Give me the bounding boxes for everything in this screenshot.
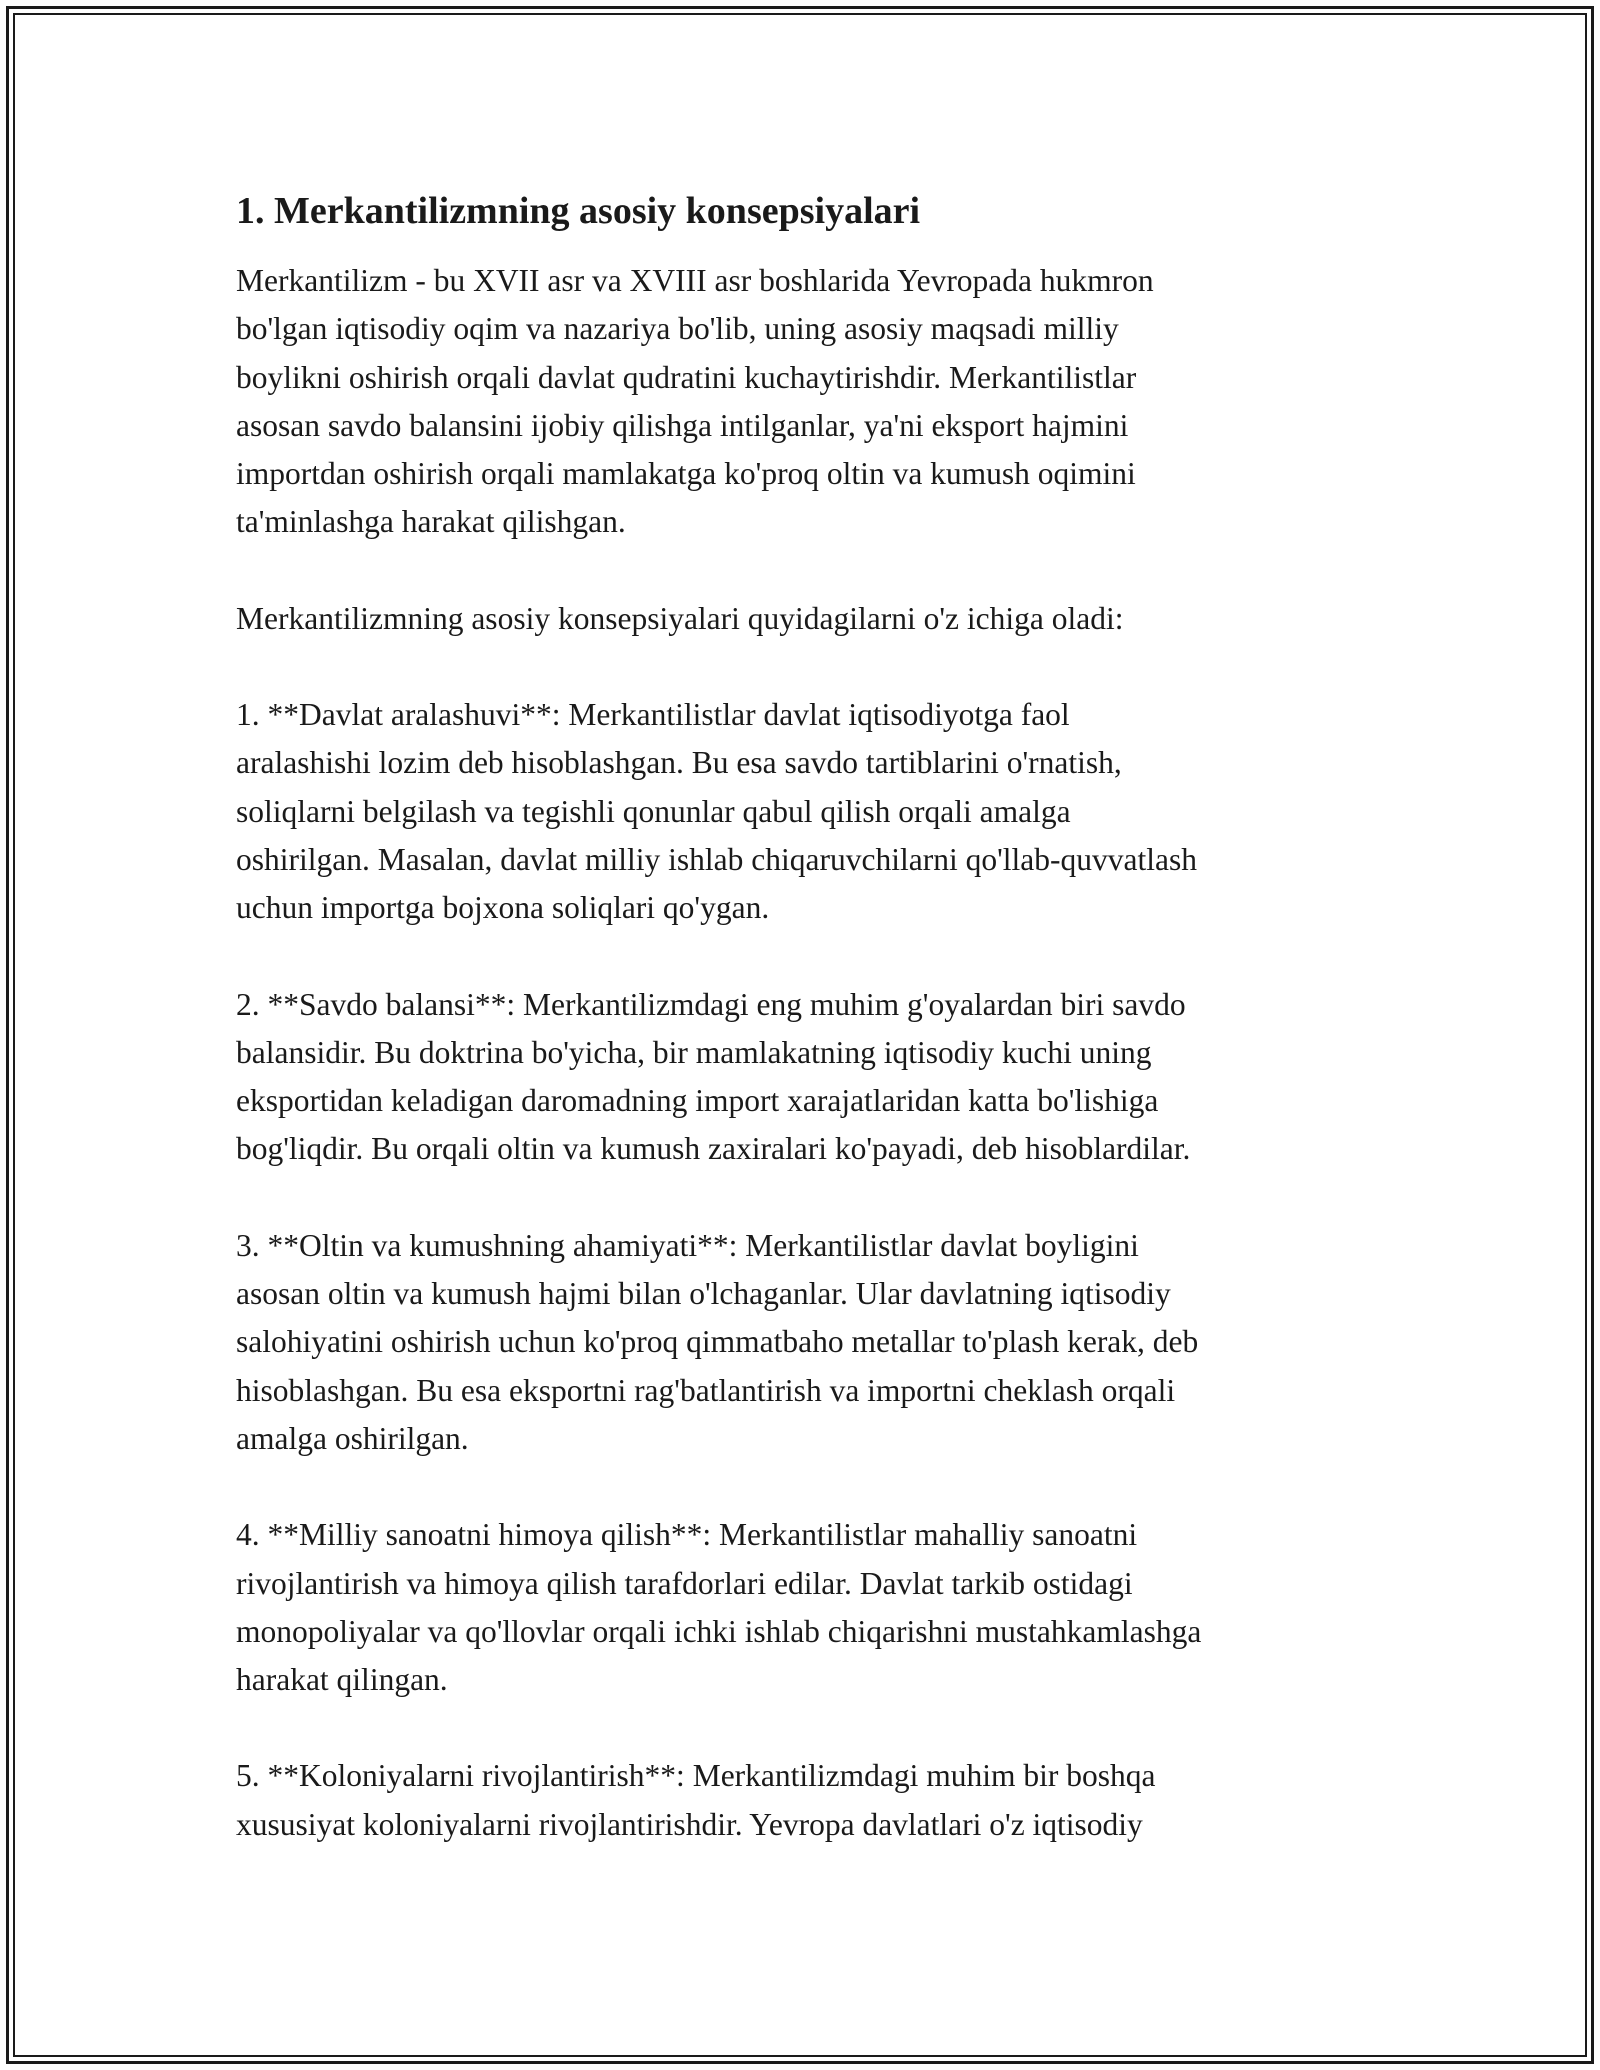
text-line: 1. **Davlat aralashuvi**: Merkantilistlar davlat iqtisodiyotga faol [236, 697, 1070, 733]
text-line: salohiyatini oshirish uchun ko'proq qimmatbaho metallar to'plash kerak, deb [236, 1324, 1199, 1360]
text-line: oshirilgan. Masalan, davlat milliy ishlab chiqaruvchilarni qo'llab-quvvatlash [236, 841, 1197, 877]
paragraph-intro [236, 257, 1376, 547]
document-body [236, 187, 1376, 1849]
text-line: monopoliyalar va qo'llovlar orqali ichki ishlab chiqarishni mustahkamlashga [236, 1613, 1202, 1649]
list-item-5 [236, 1752, 1376, 1849]
text-line: rivojlantirish va himoya qilish tarafdorlari edilar. Davlat tarkib ostidagi [236, 1565, 1133, 1601]
text-line: asosan oltin va kumush hajmi bilan o'lchaganlar. Ular davlatning iqtisodiy [236, 1276, 1171, 1312]
text-line: hisoblashgan. Bu esa eksportni rag'batlantirish va importni cheklash orqali [236, 1372, 1176, 1408]
paragraph-list-intro [236, 595, 1376, 643]
list-item-3 [236, 1222, 1376, 1463]
text-line: aralashishi lozim deb hisoblashgan. Bu esa savdo tartiblarini o'rnatish, [236, 745, 1122, 781]
text-line: asosan savdo balansini ijobiy qilishga intilganlar, ya'ni eksport hajmini [236, 407, 1129, 443]
text-line: importdan oshirish orqali mamlakatga ko'proq oltin va kumush oqimini [236, 456, 1136, 492]
text-line: uchun importga bojxona soliqlari qo'ygan. [236, 890, 770, 926]
text-line: Merkantilizm - bu XVII asr va XVIII asr boshlarida Yevropada hukmron [236, 263, 1154, 298]
text-line: balansidir. Bu doktrina bo'yicha, bir mamlakatning iqtisodiy kuchi uning [236, 1034, 1152, 1070]
text-line: xususiyat koloniyalarni rivojlantirishdir. Yevropa davlatlari o'z iqtisodiy [236, 1806, 1143, 1842]
section-heading: 1. Merkantilizmning asosiy konsepsiyalari [236, 190, 921, 232]
text-line: boylikni oshirish orqali davlat qudratini kuchaytirishdir. Merkantilistlar [236, 359, 1137, 395]
list-item-1 [236, 691, 1376, 932]
text-line: Merkantilizmning asosiy konsepsiyalari quyidagilarni o'z ichiga oladi: [236, 600, 1124, 636]
text-line: eksportidan keladigan daromadning import xarajatlaridan katta bo'lishiga [236, 1083, 1159, 1119]
text-line: 2. **Savdo balansi**: Merkantilizmdagi eng muhim g'oyalardan biri savdo [236, 986, 1186, 1022]
text-line: 3. **Oltin va kumushning ahamiyati**: Merkantilistlar davlat boyligini [236, 1227, 1139, 1263]
text-line: 5. **Koloniyalarni rivojlantirish**: Merkantilizmdagi muhim bir boshqa [236, 1758, 1156, 1794]
text-line: soliqlarni belgilash va tegishli qonunlar qabul qilish orqali amalga [236, 793, 1071, 829]
text-line: amalga oshirilgan. [236, 1420, 469, 1456]
text-line: bo'lgan iqtisodiy oqim va nazariya bo'lib, uning asosiy maqsadi milliy [236, 311, 1119, 347]
text-line: bog'liqdir. Bu orqali oltin va kumush zaxiralari ko'payadi, deb hisoblardilar. [236, 1131, 1191, 1167]
text-line: 4. **Milliy sanoatni himoya qilish**: Merkantilistlar mahalliy sanoatni [236, 1517, 1138, 1553]
text-line: harakat qilingan. [236, 1662, 448, 1698]
list-item-2 [236, 981, 1376, 1174]
text-line: ta'minlashga harakat qilishgan. [236, 504, 626, 540]
list-item-4 [236, 1511, 1376, 1704]
